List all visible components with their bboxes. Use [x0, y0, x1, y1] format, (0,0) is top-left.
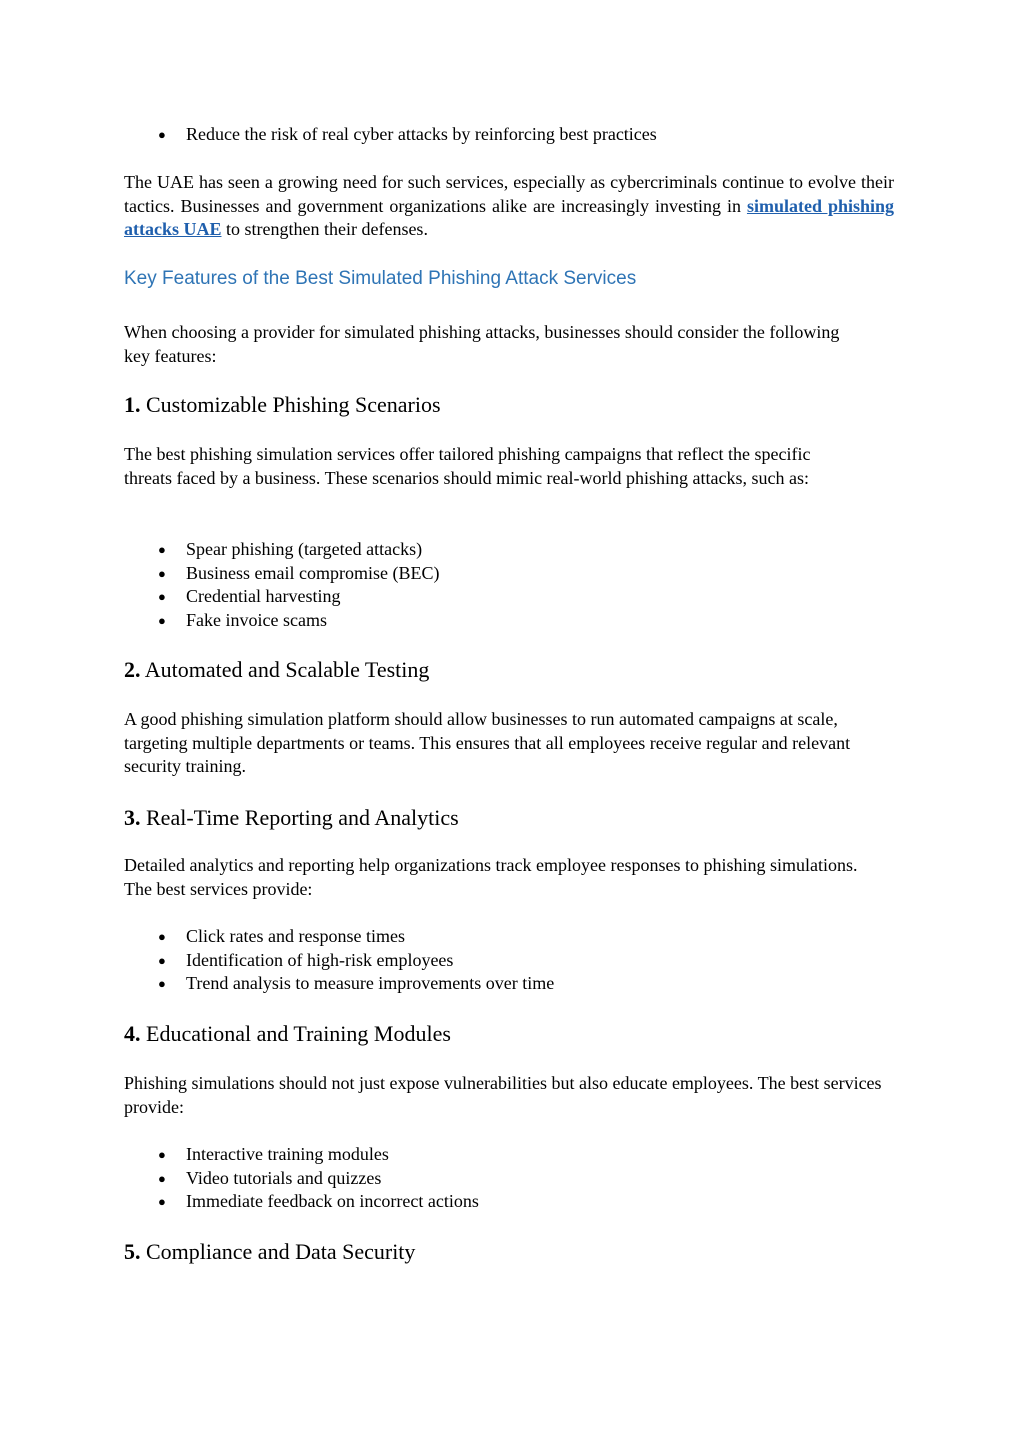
bullet-icon: ● — [158, 1170, 166, 1186]
list-item — [124, 972, 894, 996]
section-4-heading — [124, 1021, 894, 1047]
bullet-icon: ● — [158, 565, 166, 581]
intro-bullet-list — [124, 123, 894, 147]
list-item-text: Identification of high-risk employees — [186, 949, 454, 970]
section-number: 2. — [124, 657, 141, 682]
section-number: 1. — [124, 392, 141, 417]
list-item — [124, 123, 894, 147]
list-item — [124, 562, 894, 586]
list-item-text: Credential harvesting — [186, 586, 341, 607]
section-2-heading — [124, 657, 894, 683]
uae-paragraph — [124, 171, 894, 242]
list-item-text: Interactive training modules — [186, 1144, 389, 1164]
list-item-text: Business email compromise (BEC) — [186, 562, 440, 583]
bullet-icon: ● — [158, 952, 166, 968]
list-item — [124, 1143, 894, 1167]
uae-paragraph-text-end: to strengthen their defenses. — [221, 219, 428, 239]
list-item-text: Trend analysis to measure improvements over time — [186, 973, 555, 994]
section-title: Real-Time Reporting and Analytics — [146, 805, 459, 830]
section-4-paragraph: Phishing simulations should not just expose vulnerabilities but also educate employees. The best services provide: — [124, 1073, 882, 1117]
section-3-heading — [124, 805, 894, 831]
list-item-text: Spear phishing (targeted attacks) — [186, 539, 423, 559]
section-4-bullets — [124, 1143, 894, 1214]
list-item — [124, 538, 894, 562]
list-item — [124, 609, 894, 633]
section-1-paragraph: The best phishing simulation services offer tailored phishing campaigns that reflect the specific threats faced by a business. These scenarios should mimic real-world phishing attacks, such as: — [124, 444, 811, 488]
bullet-icon: ● — [158, 976, 166, 992]
list-item — [124, 949, 894, 973]
section-number: 4. — [124, 1021, 141, 1046]
section-1-bullets — [124, 538, 894, 633]
section-number: 5. — [124, 1239, 141, 1264]
choosing-paragraph: When choosing a provider for simulated phishing attacks, businesses should consider the following key features: — [124, 322, 840, 366]
list-item — [124, 585, 894, 609]
uae-paragraph-text: The UAE has seen a growing need for such services, especially as cybercriminals continue to evolve their tactics. Businesses and government organizations alike are increasingly investing in — [124, 172, 894, 216]
list-item-text: Immediate feedback on incorrect actions — [186, 1191, 479, 1212]
key-features-heading: Key Features of the Best Simulated Phishing Attack Services — [124, 268, 637, 289]
section-title: Compliance and Data Security — [146, 1239, 416, 1264]
bullet-icon: ● — [158, 613, 166, 629]
section-number: 3. — [124, 805, 141, 830]
bullet-icon: ● — [158, 1194, 166, 1210]
section-5-heading — [124, 1239, 894, 1265]
bullet-icon: ● — [158, 127, 166, 142]
list-item-text: Video tutorials and quizzes — [186, 1167, 382, 1188]
bullet-icon: ● — [158, 1147, 166, 1162]
bullet-icon: ● — [158, 542, 166, 557]
list-item — [124, 925, 894, 949]
section-title: Automated and Scalable Testing — [144, 657, 430, 682]
section-2-paragraph: A good phishing simulation platform should allow businesses to run automated campaigns at scale, targeting multiple departments or teams. This ensures that all employees receive regular and relevant security training. — [124, 709, 851, 776]
list-item — [124, 1190, 894, 1214]
section-3-bullets — [124, 925, 894, 996]
section-title: Educational and Training Modules — [146, 1021, 451, 1046]
section-title: Customizable Phishing Scenarios — [146, 392, 441, 417]
section-1-heading — [124, 392, 894, 418]
section-3-paragraph: Detailed analytics and reporting help organizations track employee responses to phishing simulations. The best services provide: — [124, 855, 858, 899]
simulated-phishing-link[interactable]: simulated phishing attacks UAE — [124, 195, 895, 239]
list-item-text: Click rates and response times — [186, 926, 405, 946]
list-item-text: Reduce the risk of real cyber attacks by reinforcing best practices — [186, 124, 657, 144]
list-item — [124, 1167, 894, 1191]
bullet-icon: ● — [158, 929, 166, 944]
bullet-icon: ● — [158, 589, 166, 605]
list-item-text: Fake invoice scams — [186, 610, 327, 631]
